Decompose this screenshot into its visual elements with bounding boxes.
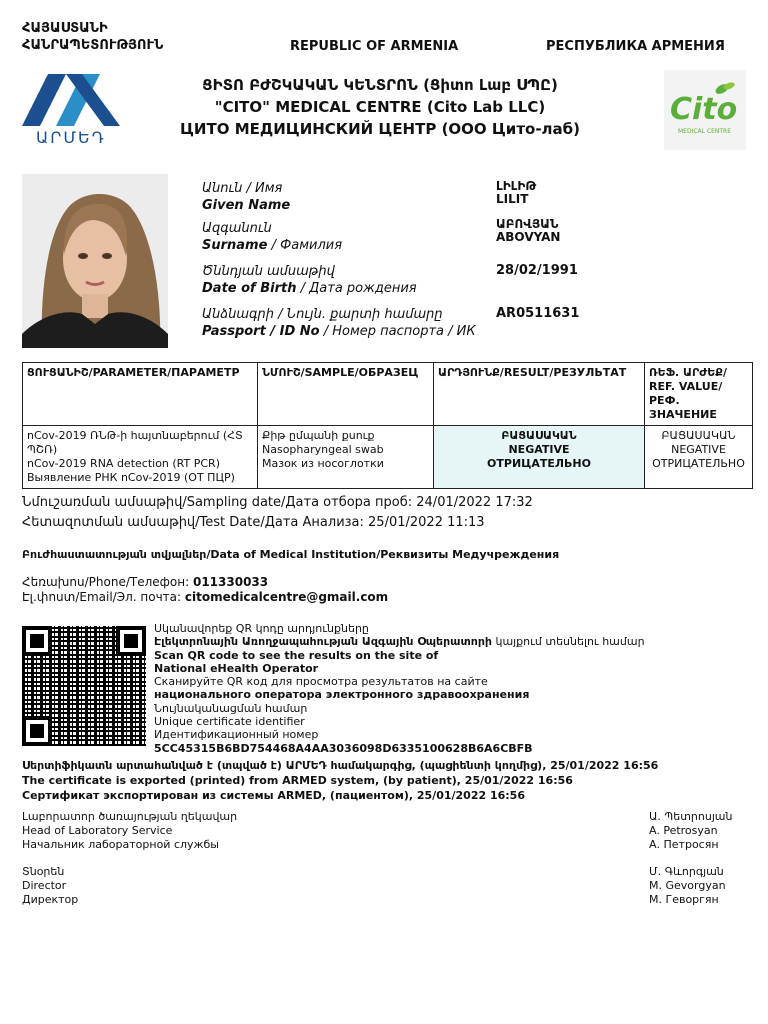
country-en: REPUBLIC OF ARMENIA [290, 39, 459, 54]
lab-head-en: Head of Laboratory Service [22, 824, 173, 837]
cell-parameter [23, 426, 258, 489]
patient-photo [22, 174, 168, 348]
director-title [22, 865, 78, 907]
cell-result [434, 426, 645, 489]
surname-label-en: Surname [202, 238, 268, 253]
armed-logo [22, 74, 120, 148]
institution-heading: Բուժհաստատության տվյալներ/Data of Medical Institution/Реквизиты Медучреждения [22, 548, 560, 561]
dob-label-ru: / Дата рождения [296, 281, 417, 296]
lab-head-hy: Լաբորատոր ծառայության ղեկավար [22, 810, 238, 823]
passport-label-ru: / Номер паспорта / ИК [319, 324, 476, 339]
sample-hy: Քիթ ըմպանի քսուք [262, 429, 375, 442]
passport-label-hy: Անձնագրի / Նույն. քարտի համարը [202, 307, 443, 322]
result-en: NEGATIVE [508, 443, 570, 456]
given-name-hy: ԼԻԼԻԹ [496, 179, 537, 193]
dob-label-en: Date of Birth [202, 281, 297, 296]
lab-name-en: A. Petrosyan [649, 824, 718, 837]
passport-value: AR0511631 [496, 306, 580, 321]
given-name-label-en: Given Name [202, 198, 291, 213]
person-labels [202, 180, 492, 340]
lab-head-name [649, 810, 733, 852]
cito-logo-sub: MEDICAL CENTRE [678, 128, 731, 135]
dob-value: 28/02/1991 [496, 263, 578, 278]
qr-line-2: Էլեկտրոնային Առողջապահության Ազգային Օպերատորի [154, 635, 492, 649]
qr-finder-top-right [116, 626, 146, 656]
phone-value: 011330033 [192, 575, 269, 589]
director-name-en: M. Gevorgyan [649, 879, 726, 892]
surname-value [496, 218, 560, 244]
test-date: Հետազոտման ամսաթիվ/Test Date/Дата Анализа: 25/01/2022 11:13 [22, 515, 485, 530]
armed-logo-text: ԱՐՄԵԴ [36, 128, 106, 147]
cito-logo [664, 70, 746, 150]
table-header-row [23, 363, 753, 426]
qr-line-6: национального оператора электронного здравоохранения [154, 688, 530, 702]
portrait-image [22, 174, 168, 348]
cito-logo-text: Cito [670, 92, 738, 127]
results-table [22, 362, 753, 489]
director-hy: Տնօրեն [22, 865, 65, 878]
qr-line-5: Сканируйте QR код для просмотра результатов на сайте [154, 675, 488, 689]
sample-en: Nasopharyngeal swab [262, 443, 384, 456]
cell-sample [258, 426, 434, 489]
email-value: citomedicalcentre@gmail.com [184, 590, 389, 604]
header-result: ԱՐԴՅՈՒՆՔ/RESULT/РЕЗУЛЬТАТ [434, 363, 645, 426]
result-ru: ОТРИЦАТЕЛЬНО [487, 457, 591, 470]
surname-label-ru: / Фамилия [267, 238, 343, 253]
passport-label-en: Passport / ID No [202, 324, 320, 339]
director-name-ru: М. Геворгян [649, 893, 719, 906]
lab-name-hy: Ա. Պետրոսյան [649, 810, 733, 823]
surname-en: ABOVYAN [496, 230, 561, 244]
export-en: The certificate is exported (printed) from ARMED system, (by patient), 25/01/2022 16:56 [22, 774, 573, 787]
institution-title [140, 74, 620, 140]
result-hy: ԲԱՑԱՍԱԿԱՆ [501, 429, 577, 442]
lab-head-title [22, 810, 237, 852]
director-en: Director [22, 879, 67, 892]
export-info [22, 758, 762, 803]
export-ru: Сертификат экспортирован из системы ARMED, (пациентом), 25/01/2022 16:56 [22, 789, 525, 802]
email-line [22, 590, 388, 605]
header-parameter: ՑՈՒՑԱՆԻՇ/PARAMETER/ПАРАМЕТР [23, 363, 258, 426]
certificate-identifier: 5CC45315B6BD754468A4AA3036098D6335100628B6A6CBFB [154, 741, 533, 755]
country-hy-line2: ՀԱՆՐԱՊԵՏՈՒԹՅՈՒՆ [22, 38, 164, 53]
given-name-value [496, 180, 536, 206]
qr-line-2-tail: կայքում տեսնելու համար [491, 635, 645, 649]
director-name-hy: Մ. Գևորգյան [649, 865, 724, 878]
director-name [649, 865, 726, 907]
qr-line-3: Scan QR code to see the results on the site of [154, 648, 439, 662]
ref-ru: ОТРИЦАТЕЛЬНО [652, 457, 745, 470]
country-hy [22, 20, 163, 54]
export-hy: Սերտիֆիկատն արտահանված է (տպված է) ԱՐՄԵԴ համակարգից, (պացիենտի կողմից), 25/01/2022 16:56 [22, 759, 659, 772]
ref-en: NEGATIVE [671, 443, 726, 456]
qr-line-9: Идентификационный номер [154, 728, 319, 742]
parameter-hy: nCov-2019 ՌՆԹ-ի հայտնաբերում (ՀՏ ՊՇՌ) [27, 429, 243, 456]
lab-head-ru: Начальник лабораторной службы [22, 838, 219, 851]
qr-line-8: Unique certificate identifier [154, 715, 305, 729]
phone-line [22, 575, 268, 590]
header-ref-value: ՌԵՖ. ԱՐԺԵՔ/ REF. VALUE/ РЕФ. ЗНАЧЕНИЕ [645, 363, 753, 426]
sample-ru: Мазок из носоглотки [262, 457, 384, 470]
surname-label-hy: Ազգանուն [202, 221, 272, 236]
sampling-date: Նմուշառման ամսաթիվ/Sampling date/Дата отбора проб: 24/01/2022 17:32 [22, 495, 533, 510]
surname-hy: ԱԲՈՎՅԱՆ [496, 217, 559, 231]
table-row [23, 426, 753, 489]
title-ru: ЦИТО МЕДИЦИНСКИЙ ЦЕНТР (ООО Цито-лаб) [180, 120, 580, 138]
parameter-ru: Выявление РНК nCov-2019 (ОТ ПЦР) [27, 471, 235, 484]
ref-hy: ԲԱՑԱՍԱԿԱՆ [661, 429, 736, 442]
lab-name-ru: А. Петросян [649, 838, 719, 851]
parameter-en: nCov-2019 RNA detection (RT PCR) [27, 457, 220, 470]
qr-line-7: Նույնականացման համար [154, 701, 308, 715]
qr-finder-top-left [22, 626, 52, 656]
qr-text [154, 622, 754, 755]
phone-label: Հեռախոս/Phone/Телефон: [22, 575, 193, 589]
qr-finder-bottom-left [22, 716, 52, 746]
country-ru: РЕСПУБЛИКА АРМЕНИЯ [546, 39, 725, 54]
header-sample: ՆՄՈՒՇ/SAMPLE/ОБРАЗЕЦ [258, 363, 434, 426]
cell-ref-value [645, 426, 753, 489]
qr-code [22, 626, 146, 746]
director-ru: Директор [22, 893, 79, 906]
country-hy-line1: ՀԱՅԱՍՏԱՆԻ [22, 21, 108, 36]
email-label: Էլ.փոստ/Email/Эл. почта: [22, 590, 185, 604]
qr-line-1: Սկանավորեք QR կոդը արդյունքները [154, 622, 369, 635]
dob-label-hy: Ծննդյան ամսաթիվ [202, 264, 335, 279]
given-name-en: LILIT [496, 192, 529, 206]
given-name-label-hy: Անուն / Имя [202, 181, 283, 196]
qr-line-4: National eHealth Operator [154, 661, 319, 675]
title-en: "CITO" MEDICAL CENTRE (Cito Lab LLC) [214, 98, 546, 116]
title-hy: ՑԻՏՈ ԲԺՇԿԱԿԱՆ ԿԵՆՏՐՈՆ (Ցիտո Լաբ ՍՊԸ) [202, 76, 558, 94]
